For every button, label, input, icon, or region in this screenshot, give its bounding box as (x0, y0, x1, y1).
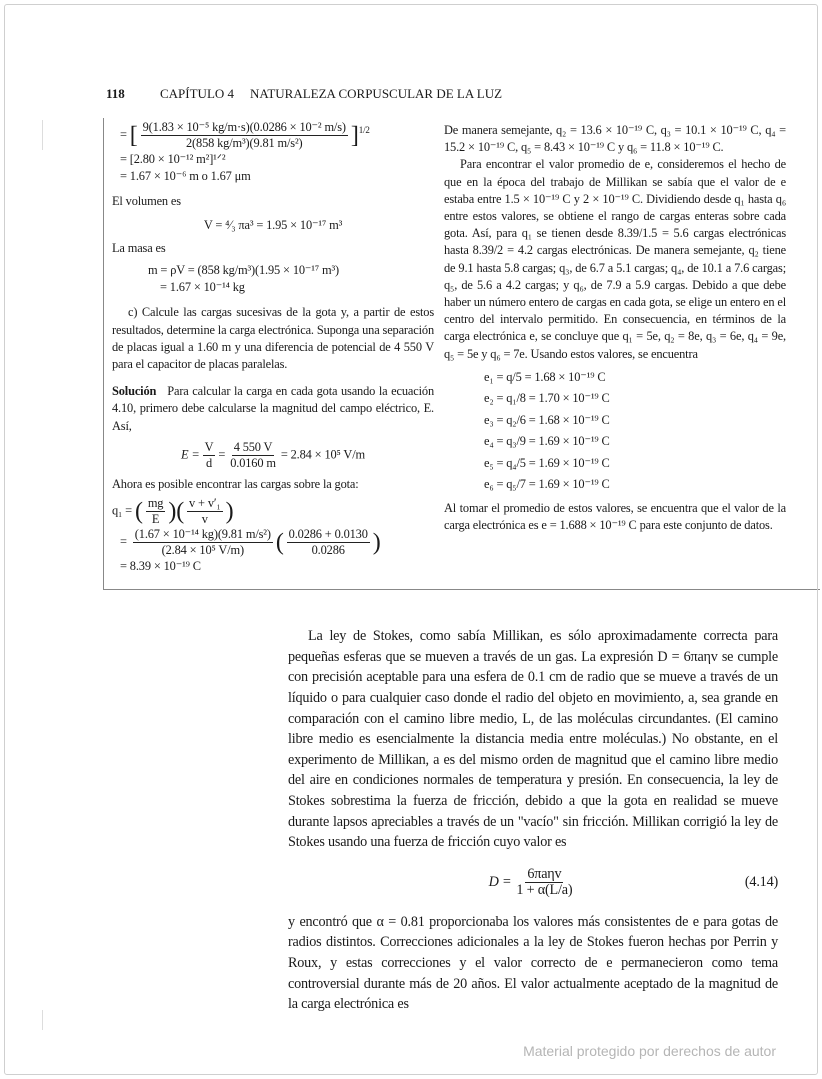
paragraph: La ley de Stokes, como sabía Millikan, es sólo aproximadamente correcta para pequeñas esferas que se mueven a través de un gas. La expresión D = 6πaηv se cumple con precisión aceptable para una esfera de 0.1 cm de radio que se mueve a través de un líquido o para cualquier caso donde el radio del objeto en movimiento, a, sea grande en comparación con el camino libre medio, L, de las moléculas circundantes. (El camino libre medio es esencialmente la distancia media entre moléculas.) No obstante, en el experimento de Millikan, a es del mismo orden de magnitud que el camino libre medio del aire en condiciones normales de temperatura y presión. En consecuencia, la ley de Stokes sobrestima la fuerza de fricción, debido a que la gota en realidad se mueve durante lapsos apreciables a través de un "vacío" sin fricción. Millikan corrigió la ley de Stokes usando una fuerza de fricción cuyo valor es (288, 628, 778, 851)
numerator: 9(1.83 × 10⁻⁵ kg/m·s)(0.0286 × 10⁻² m/s) (142, 120, 346, 134)
equation-q1-values: = $\frac{\text{(1.67 × 10⁻¹⁴ kg)(9.81 m/s²)}}{\text{(2.84 × 10⁵ V/m)}}$ ( $\frac{0.0286 + 0.0130}{0.0286}$ ) (120, 527, 381, 558)
running-header (106, 86, 822, 106)
lhs: D = (488, 873, 512, 890)
lhs: q₁ = (112, 503, 133, 518)
equation-volume: V = ⁴⁄₃ πa³ = 1.95 × 10⁻¹⁷ m³ (203, 217, 343, 232)
rhs: = 2.84 × 10⁵ V/m (280, 447, 366, 462)
equation-e6: e₆ = q₅/7 = 1.69 × 10⁻¹⁹ C (484, 477, 610, 492)
numerator: V (204, 439, 214, 454)
numerator: 4 550 V (233, 439, 273, 454)
solution-label: Solución (112, 384, 157, 399)
denominator: v (201, 512, 208, 527)
main-text (288, 626, 778, 1015)
paragraph: y encontró que α = 0.81 proporcionaba los valores más consistentes de e para gotas de radios distintos. Correcciones adicionales a la ley de Stokes fueron hechas por Perrin y Roux, y estas correcciones y el valor correcto de e permanecieron como tema controversial durante más de 20 años. El valor actualmente aceptado de la magnitud de la carga electrónica es (288, 913, 778, 1013)
example-box (103, 118, 820, 590)
scan-mark (42, 1010, 43, 1030)
lhs: E = (180, 447, 200, 462)
denominator: 2(858 kg/m³)(9.81 m/s²) (186, 136, 303, 150)
denominator: d (205, 455, 212, 470)
page-number: 118 (106, 86, 125, 101)
numerator: 6πaηv (527, 865, 562, 882)
equation-4-14 (288, 867, 778, 898)
equation-list (484, 367, 786, 496)
equation-mass: m = ρV = (858 kg/m³)(1.95 × 10⁻¹⁷ m³) (148, 263, 340, 278)
equation-number: (4.14) (744, 873, 778, 890)
chapter-title: NATURALEZA CORPUSCULAR DE LA LUZ (250, 86, 503, 101)
numerator: 0.0286 + 0.0130 (288, 527, 368, 542)
denominator: 0.0286 (311, 543, 345, 558)
text: El volumen es (112, 194, 181, 209)
right-column (444, 120, 786, 575)
text: Ahora es posible encontrar las cargas sobre la gota: (112, 476, 359, 491)
solution-text: Para calcular la carga en cada gota usando la ecuación 4.10, primero debe calcularse la magnitud del campo eléctrico, E. Así, (112, 384, 434, 433)
equation-e5: e₅ = q₄/5 = 1.69 × 10⁻¹⁹ C (484, 455, 610, 470)
denominator: E (151, 512, 160, 527)
exponent: 1/2 (358, 125, 370, 136)
equation-field: E = $\frac{V}{d}$ = $\frac{4 550 V}{0.0160 m}$ = 2.84 × 10⁵ V/m (180, 439, 366, 470)
scan-mark (42, 120, 43, 150)
numerator: v + v′₁ (189, 496, 221, 511)
denominator: 1 + α(L/a) (516, 881, 573, 898)
equation-e4: e₄ = q₃/9 = 1.69 × 10⁻¹⁹ C (484, 434, 610, 449)
equation: = 1.67 × 10⁻⁶ m o 1.67 μm (120, 169, 251, 184)
chapter-label: CAPÍTULO 4 (160, 86, 235, 101)
text: La masa es (112, 240, 166, 255)
equation: = [2.80 × 10⁻¹² m²]¹ᐟ² (120, 152, 226, 166)
left-column (112, 120, 434, 575)
numerator: (1.67 × 10⁻¹⁴ kg)(9.81 m/s²) (134, 527, 271, 542)
equation-q1: q₁ = ( $\frac{mg}{E}$ )( $\frac{\text{v + v′₁}}{v}$ ) (112, 496, 234, 527)
equation-e1: e₁ = q/5 = 1.68 × 10⁻¹⁹ C (484, 369, 606, 384)
solution-paragraph (112, 383, 434, 435)
equation-e3: e₃ = q₂/6 = 1.68 × 10⁻¹⁹ C (484, 412, 610, 427)
numerator: mg (147, 496, 164, 511)
equation-mass: = 1.67 × 10⁻¹⁴ kg (160, 280, 245, 295)
exercise-part-c: c) Calcule las cargas sucesivas de la gota y, a partir de estos resultados, determine la carga electrónica. Suponga una separación de placas igual a 1.60 m y una diferencia de potencial de 4 550 V para el capacitor de placas paralelas. (112, 305, 434, 372)
denominator: 0.0160 m (230, 455, 276, 470)
equation-q1-result: = 8.39 × 10⁻¹⁹ C (120, 559, 201, 574)
equation-radius: = [ $\frac{\text{9(1.83 × 10⁻⁵ kg/m·s)(0.0286 × 10⁻² m/s)}}{\text{2(858 kg/m³)(9.81 m/s²)}}$ ]$^{1/2}$ (120, 120, 370, 150)
denominator: (2.84 × 10⁵ V/m) (161, 543, 244, 558)
paragraph: Para encontrar el valor promedio de e, consideremos el hecho de que en la época del trabajo de Millikan se sabía que el valor de e estaba entre 1.5 × 10⁻¹⁹ C y 2 × 10⁻¹⁹ C. Dividiendo desde q₁ hasta q₆ entre estos valores, se obtiene el rango de cargas enteras sobre cada gota. Así, para q₁ se tienen desde 8.39/1.5 = 5.6 cargas electrónicas hasta 8.39/2 = 4.2 cargas electrónicas. De manera semejante, q₂ tiene de 9.1 hasta 5.8 cargas; q₃, de 6.7 a 5.1 cargas; q₄, de 10.1 a 7.6 cargas; q₅, de 5.6 a 4.2 cargas; y q₆, de 7.9 a 5.9 cargas. Debido a que debe haber un número entero de cargas en cada gota, se elige un entero en el centro del intervalo permitido. En consecuencia, en términos de la carga electrónica e, se concluye que q₁ = 5e, q₂ = 8e, q₃ = 6e, q₄ = 9e, q₅ = 5e y q₆ = 7e. Usando estos valores, se encuentra (444, 157, 786, 361)
copyright-watermark: Material protegido por derechos de autor (523, 1042, 776, 1059)
equation-e2: e₂ = q₁/8 = 1.70 × 10⁻¹⁹ C (484, 391, 610, 406)
paragraph: De manera semejante, q₂ = 13.6 × 10⁻¹⁹ C, q₃ = 10.1 × 10⁻¹⁹ C, q₄ = 15.2 × 10⁻¹⁹ C, q₅ = 8.43 × 10⁻¹⁹ C y q₆ = 11.8 × 10⁻¹⁹ C. (444, 123, 786, 155)
paragraph: Al tomar el promedio de estos valores, se encuentra que el valor de la carga electrónica es e = 1.688 × 10⁻¹⁹ C para este conjunto de datos. (444, 500, 786, 533)
equation-body (489, 867, 578, 898)
